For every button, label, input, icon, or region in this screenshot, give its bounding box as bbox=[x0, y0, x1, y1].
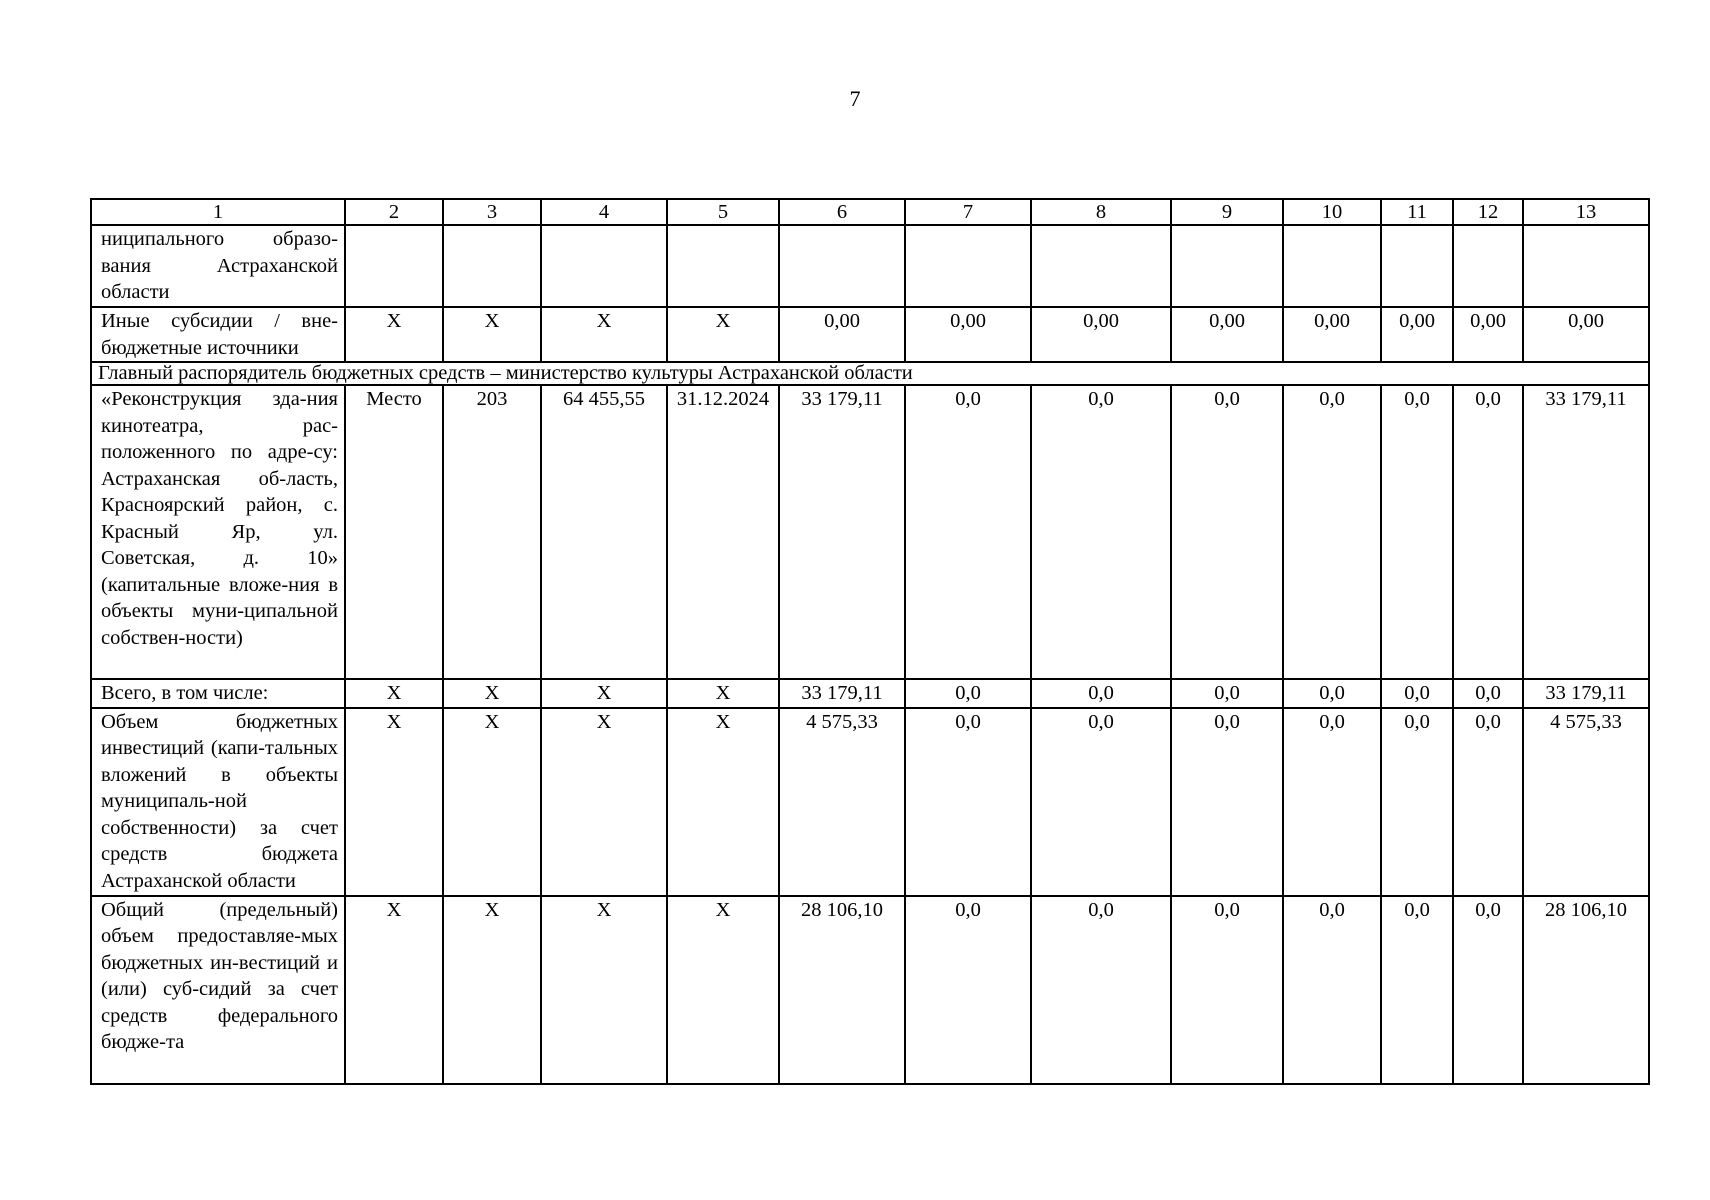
table-cell: 28 106,10 bbox=[1523, 896, 1649, 1084]
table-cell: Х bbox=[667, 896, 779, 1084]
column-header: 6 bbox=[779, 199, 905, 225]
table-cell bbox=[443, 225, 541, 307]
row-description: Общий (предельный) объем предоставляе-мых бюджетных ин-вестиций и (или) суб-сидий за счет средств федерального бюдже-та bbox=[91, 896, 345, 1084]
row-description: ниципального образо-вания Астраханской области bbox=[91, 225, 345, 307]
table-cell: Х bbox=[443, 679, 541, 708]
column-header: 4 bbox=[541, 199, 667, 225]
table-row bbox=[91, 708, 1649, 896]
table-cell: 0,00 bbox=[779, 307, 905, 362]
table-cell: 0,0 bbox=[1171, 385, 1283, 679]
table-cell: 31.12.2024 bbox=[667, 385, 779, 679]
column-header: 10 bbox=[1283, 199, 1381, 225]
table-cell: 28 106,10 bbox=[779, 896, 905, 1084]
table-row bbox=[91, 385, 1649, 679]
row-description: Объем бюджетных инвестиций (капи-тальных вложений в объекты муниципаль-ной собственности) за счет средств бюджета Астраханской области bbox=[91, 708, 345, 896]
table-cell bbox=[1031, 225, 1171, 307]
column-header: 7 bbox=[905, 199, 1031, 225]
table-cell bbox=[1283, 225, 1381, 307]
row-description: Всего, в том числе: bbox=[91, 679, 345, 708]
column-header: 13 bbox=[1523, 199, 1649, 225]
table-cell: 0,0 bbox=[1381, 896, 1453, 1084]
table-cell: 0,0 bbox=[1171, 679, 1283, 708]
table-cell: Х bbox=[443, 708, 541, 896]
table-cell: 0,0 bbox=[1031, 385, 1171, 679]
row-description: «Реконструкция зда-ния кинотеатра, рас-положенного по адре-су: Астраханская об-ласть, Красноярский район, с. Красный Яр, ул. Советская, д. 10» (капитальные вложе-ния в объекты муни-ципальной собствен-ности) bbox=[91, 385, 345, 679]
table-cell: 0,0 bbox=[1381, 679, 1453, 708]
table-cell: Х bbox=[443, 896, 541, 1084]
column-header: 8 bbox=[1031, 199, 1171, 225]
table-cell: 0,0 bbox=[1453, 679, 1523, 708]
table-header-row bbox=[91, 199, 1649, 225]
table-cell: 0,0 bbox=[1031, 708, 1171, 896]
table-cell bbox=[1453, 225, 1523, 307]
table-cell bbox=[1523, 225, 1649, 307]
section-title: Главный распорядитель бюджетных средств – министерство культуры Астраханской области bbox=[91, 362, 1649, 385]
column-header: 5 bbox=[667, 199, 779, 225]
table-cell: 4 575,33 bbox=[1523, 708, 1649, 896]
table-cell bbox=[1381, 225, 1453, 307]
table-cell: Место bbox=[345, 385, 443, 679]
table-cell: 203 bbox=[443, 385, 541, 679]
table-cell: Х bbox=[345, 708, 443, 896]
table-cell: 0,0 bbox=[1283, 679, 1381, 708]
table-cell: 0,0 bbox=[905, 385, 1031, 679]
table-cell: 0,00 bbox=[1283, 307, 1381, 362]
table-cell: 4 575,33 bbox=[779, 708, 905, 896]
table-cell: 0,0 bbox=[905, 896, 1031, 1084]
table-cell: Х bbox=[443, 307, 541, 362]
table-cell: Х bbox=[667, 307, 779, 362]
table-cell: 33 179,11 bbox=[1523, 385, 1649, 679]
table-cell: 0,0 bbox=[905, 679, 1031, 708]
table-cell: 0,0 bbox=[1171, 708, 1283, 896]
budget-table bbox=[90, 198, 1650, 1085]
table-cell: 0,0 bbox=[1453, 385, 1523, 679]
section-row bbox=[91, 362, 1649, 385]
table-cell: 0,0 bbox=[1381, 385, 1453, 679]
table-row bbox=[91, 896, 1649, 1084]
table-cell: 0,0 bbox=[1031, 896, 1171, 1084]
table-cell: 33 179,11 bbox=[1523, 679, 1649, 708]
table-cell: Х bbox=[541, 679, 667, 708]
table-cell bbox=[1171, 225, 1283, 307]
table-cell bbox=[667, 225, 779, 307]
table-cell bbox=[541, 225, 667, 307]
column-header: 11 bbox=[1381, 199, 1453, 225]
table-cell: Х bbox=[541, 307, 667, 362]
column-header: 2 bbox=[345, 199, 443, 225]
column-header: 9 bbox=[1171, 199, 1283, 225]
table-row bbox=[91, 679, 1649, 708]
table-cell: 0,0 bbox=[1283, 385, 1381, 679]
table-cell: Х bbox=[541, 708, 667, 896]
table-cell: 0,0 bbox=[1453, 896, 1523, 1084]
table-cell: 0,0 bbox=[1453, 708, 1523, 896]
table-cell: 0,00 bbox=[1381, 307, 1453, 362]
table-cell: 0,00 bbox=[905, 307, 1031, 362]
table-cell: 33 179,11 bbox=[779, 679, 905, 708]
table-cell: 0,0 bbox=[1283, 708, 1381, 896]
table-cell bbox=[779, 225, 905, 307]
table-cell: 33 179,11 bbox=[779, 385, 905, 679]
table-row bbox=[91, 307, 1649, 362]
table-cell: 0,0 bbox=[1283, 896, 1381, 1084]
table-cell: 0,00 bbox=[1031, 307, 1171, 362]
table-cell bbox=[345, 225, 443, 307]
table-cell: 0,0 bbox=[1171, 896, 1283, 1084]
table-cell: 64 455,55 bbox=[541, 385, 667, 679]
column-header: 12 bbox=[1453, 199, 1523, 225]
table-cell: Х bbox=[345, 679, 443, 708]
table-cell: 0,0 bbox=[1031, 679, 1171, 708]
table-cell: Х bbox=[667, 708, 779, 896]
table-cell: 0,00 bbox=[1171, 307, 1283, 362]
table-cell: 0,00 bbox=[1523, 307, 1649, 362]
column-header: 1 bbox=[91, 199, 345, 225]
table-cell bbox=[905, 225, 1031, 307]
page-number: 7 bbox=[849, 86, 861, 111]
table-cell: 0,0 bbox=[905, 708, 1031, 896]
table-cell: Х bbox=[345, 307, 443, 362]
table-row bbox=[91, 225, 1649, 307]
row-description: Иные субсидии / вне-бюджетные источники bbox=[91, 307, 345, 362]
table-cell: 0,00 bbox=[1453, 307, 1523, 362]
table-cell: Х bbox=[541, 896, 667, 1084]
table-cell: Х bbox=[667, 679, 779, 708]
table-cell: 0,0 bbox=[1381, 708, 1453, 896]
column-header: 3 bbox=[443, 199, 541, 225]
table-cell: Х bbox=[345, 896, 443, 1084]
